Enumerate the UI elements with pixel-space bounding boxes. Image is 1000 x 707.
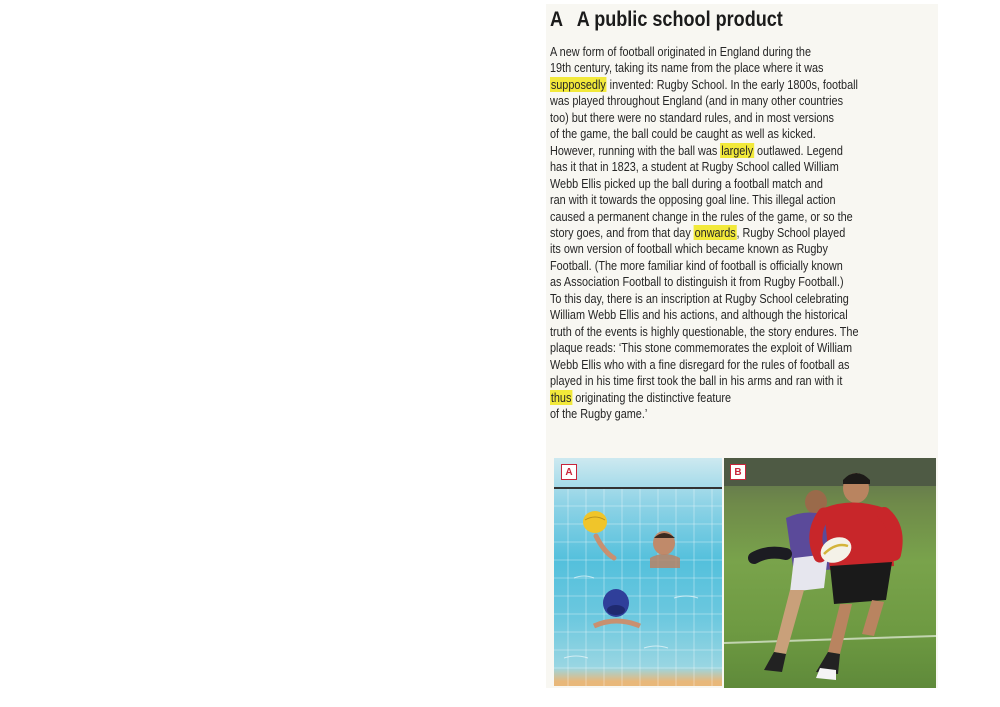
article-line (550, 143, 924, 159)
photo-strip (546, 458, 938, 688)
article-text: plaque reads: ‘This stone commemorates the exploit of William (550, 340, 853, 356)
water-polo-photo (554, 458, 722, 686)
highlighted-word: supposedly (550, 76, 606, 92)
article-text: truth of the events is highly questionable, the story endures. The (550, 323, 859, 339)
article-line (550, 225, 924, 241)
article-line (550, 373, 924, 389)
highlighted-word: onwards (694, 224, 736, 240)
article-text: has it that in 1823, a student at Rugby School called William (550, 159, 839, 175)
article-text: of the Rugby game.’ (550, 405, 648, 421)
article-line (550, 258, 924, 274)
article-text: Webb Ellis picked up the ball during a football match and (550, 175, 823, 191)
article-line (550, 241, 924, 257)
article-text: A new form of football originated in England during the (550, 44, 812, 59)
article-line (550, 357, 924, 373)
article-text: too) but there were no standard rules, and in most versions (550, 109, 834, 125)
article-text: , Rugby School played (736, 224, 846, 240)
article-line (550, 110, 924, 126)
article-text: was played throughout England (and in many other countries (550, 93, 844, 109)
article-line (550, 390, 924, 406)
article-text: of the game, the ball could be caught as well as kicked. (550, 126, 816, 142)
rugby-photo (724, 458, 936, 688)
article-text: story goes, and from that day (550, 224, 694, 240)
article-line (550, 307, 924, 323)
article-line (550, 126, 924, 142)
article-text: invented: Rugby School. In the early 1800s, football (606, 76, 858, 92)
article-text: played in his time first took the ball in his arms and ran with it (550, 373, 843, 389)
section-title: A public school product (576, 8, 783, 31)
section-heading (550, 8, 783, 38)
article-body (550, 44, 924, 422)
rugby-illustration (724, 458, 936, 688)
section-letter: A (550, 8, 564, 31)
article-line (550, 60, 924, 76)
article-text: originating the distinctive feature (572, 389, 732, 405)
photo-b-label: B (730, 464, 746, 480)
article-text: Football. (The more familiar kind of football is officially known (550, 257, 843, 273)
article-line (550, 291, 924, 307)
article-line (550, 406, 924, 422)
article-line (550, 192, 924, 208)
article-line (550, 159, 924, 175)
highlighted-word: largely (721, 142, 754, 158)
article-line (550, 209, 924, 225)
article-line (550, 77, 924, 93)
textbook-page (546, 4, 938, 688)
highlighted-word: thus (550, 389, 572, 405)
water-polo-illustration (554, 458, 722, 686)
article-text: ran with it towards the opposing goal line. This illegal action (550, 192, 836, 208)
article-line (550, 44, 924, 60)
article-text: its own version of football which became known as Rugby (550, 241, 828, 257)
article-text: To this day, there is an inscription at Rugby School celebrating (550, 290, 849, 306)
article-line (550, 93, 924, 109)
article-text: However, running with the ball was (550, 142, 721, 158)
article-text: as Association Football to distinguish it from Rugby Football.) (550, 274, 844, 290)
article-line (550, 340, 924, 356)
article-line (550, 274, 924, 290)
article-text: William Webb Ellis and his actions, and although the historical (550, 307, 848, 323)
article-text: outlawed. Legend (754, 142, 843, 158)
article-text: 19th century, taking its name from the place where it was (550, 60, 824, 76)
article-line (550, 324, 924, 340)
article-line (550, 176, 924, 192)
article-text: Webb Ellis who with a fine disregard for the rules of football as (550, 356, 850, 372)
photo-a-label: A (561, 464, 577, 480)
article-text: caused a permanent change in the rules of the game, or so the (550, 208, 853, 224)
